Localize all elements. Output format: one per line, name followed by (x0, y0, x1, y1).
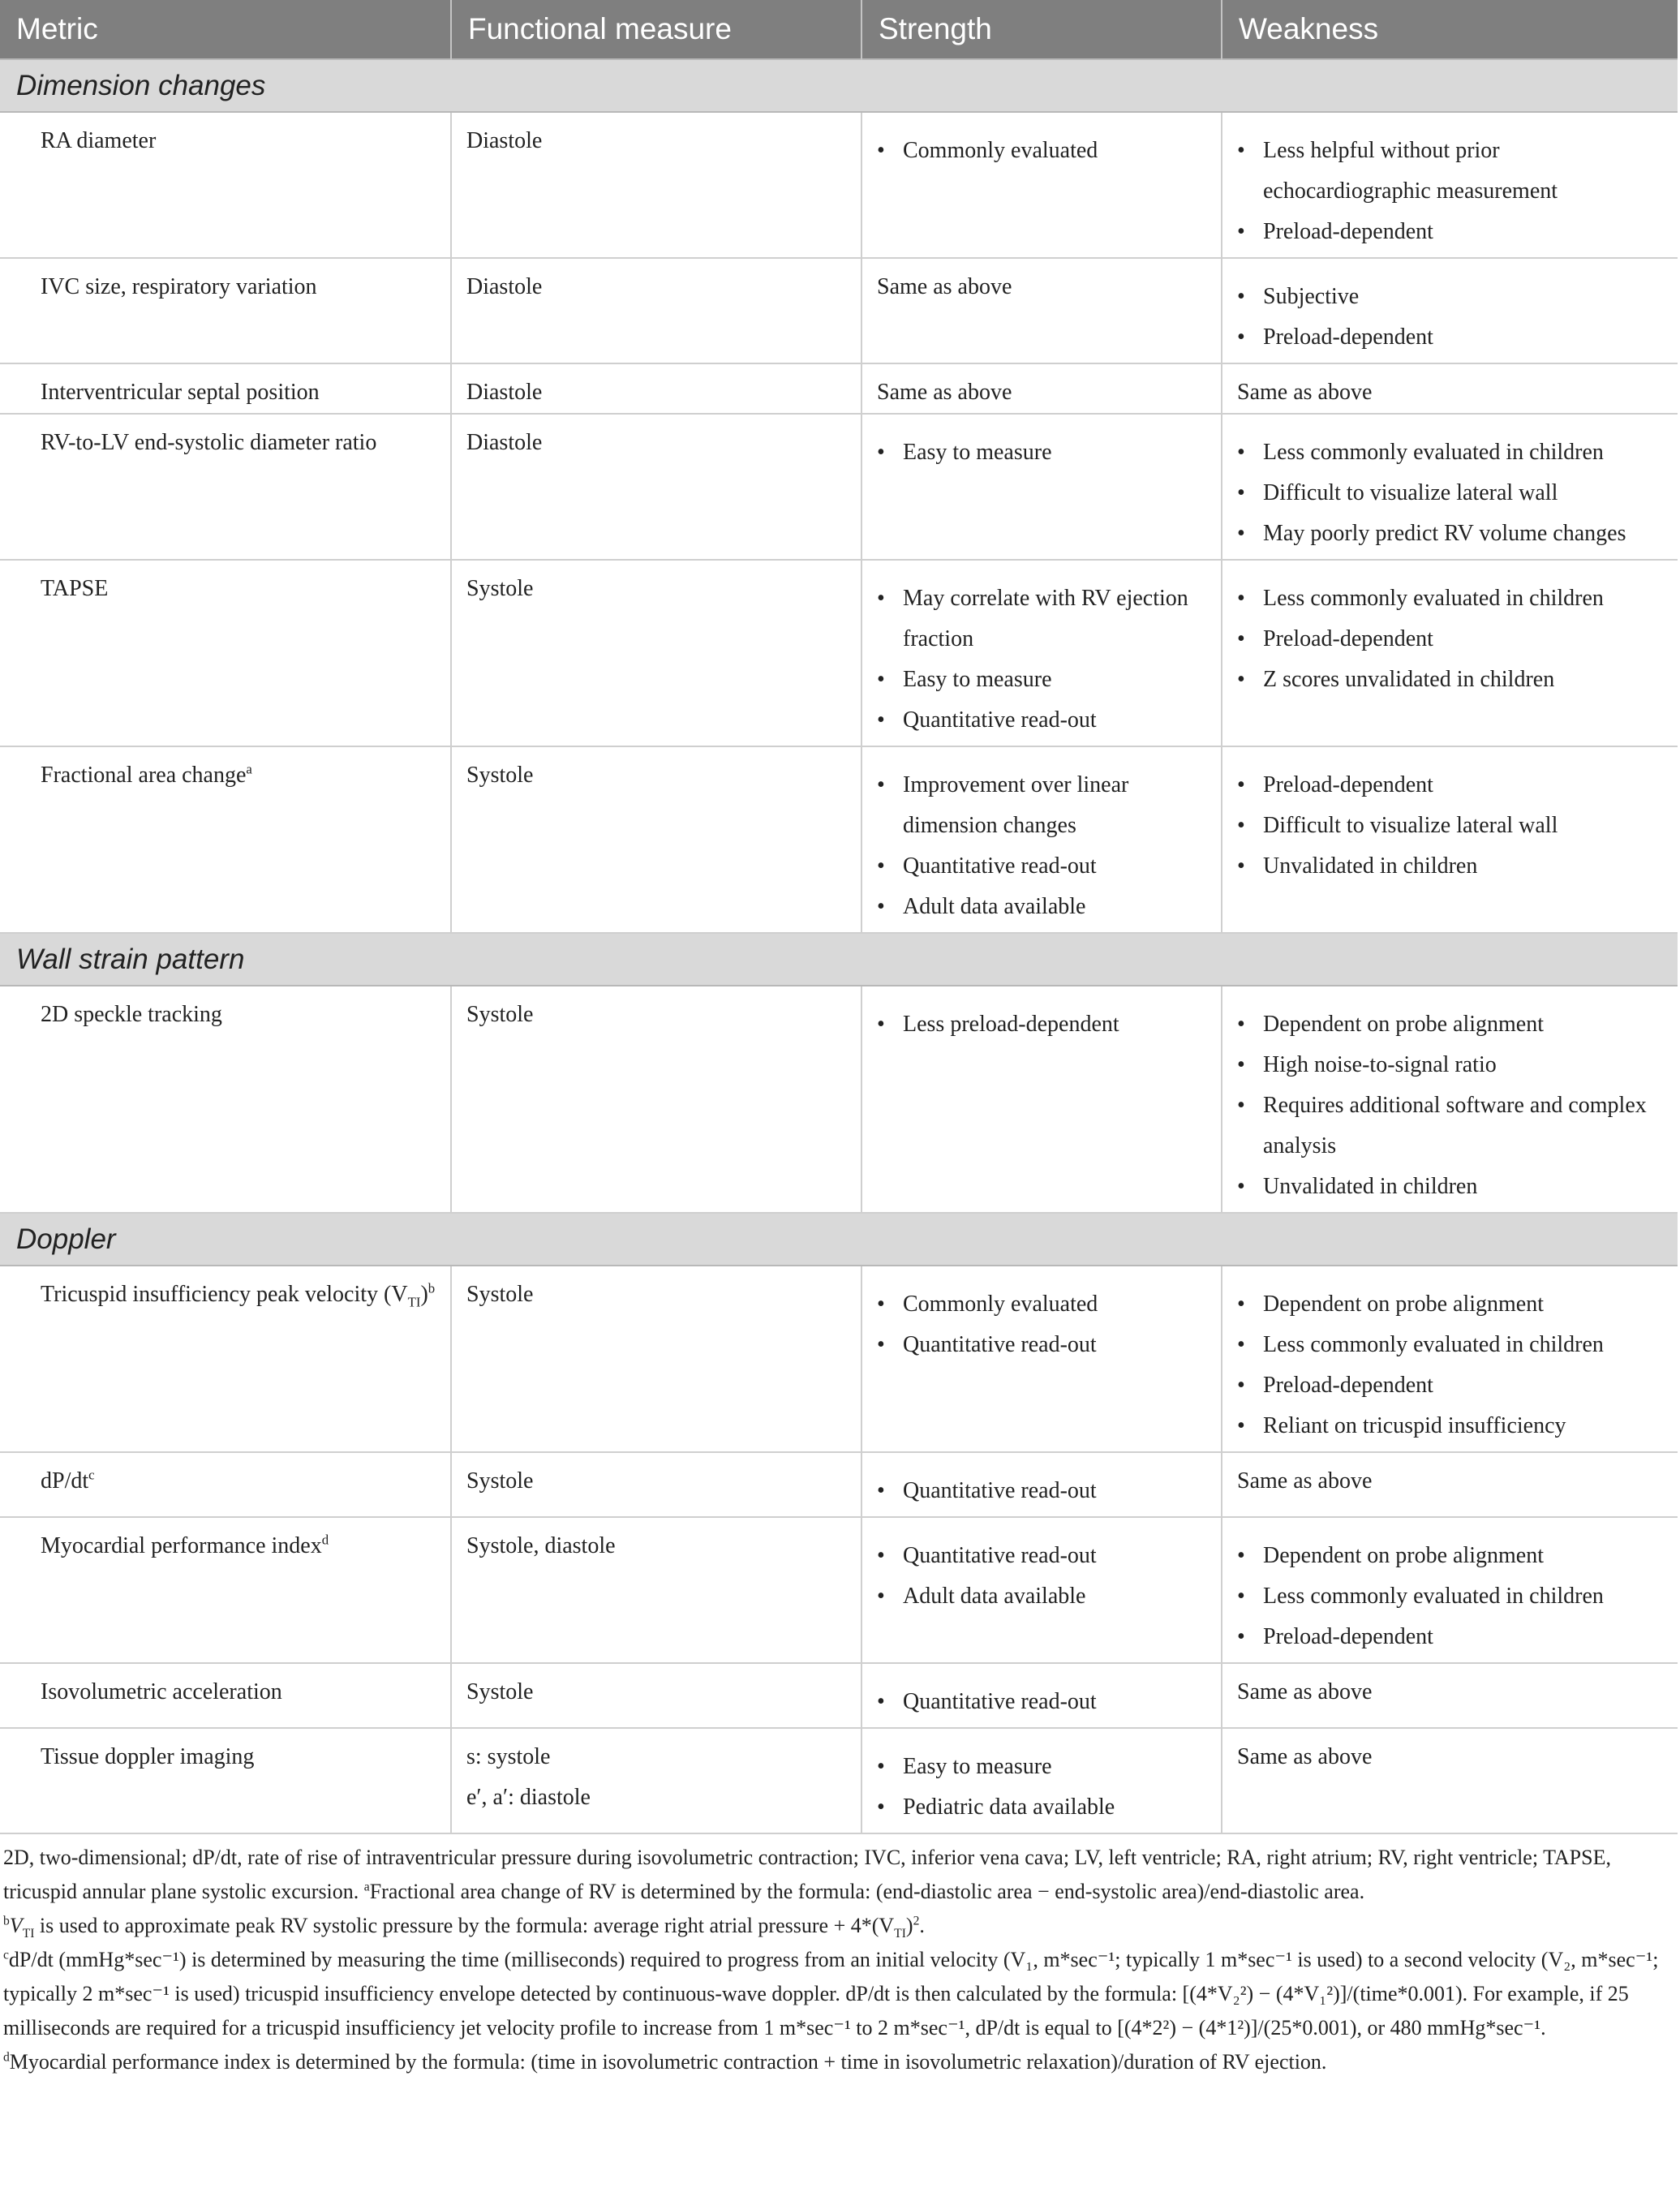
metric-cell (0, 986, 451, 1213)
footnote-a-text: Fractional area change of RV is determined by the formula: (end-diastolic area − end-systolic area)/end-diastolic area. (369, 1880, 1365, 1903)
functional-measure-cell (451, 986, 861, 1213)
measure-value: Diastole (466, 380, 543, 405)
table-row (0, 986, 1678, 1213)
footnote-b-sub2: TI (894, 1927, 906, 1941)
weakness-cell (1222, 1728, 1678, 1833)
measure-text (466, 747, 848, 796)
metric-name: Fractional area change (41, 763, 247, 788)
measure-value: Diastole (466, 274, 543, 299)
weakness-list (1237, 1518, 1665, 1662)
metric-text (41, 259, 437, 307)
table-row (0, 1728, 1678, 1833)
list-item: • Z scores unvalidated in children (1237, 660, 1665, 700)
footnote-b-sup: 2 (913, 1914, 920, 1928)
list-item: • Preload-dependent (1237, 1617, 1665, 1657)
section-title: Dimension changes (0, 59, 1678, 112)
metric-cell (0, 1728, 451, 1833)
list-item: • Easy to measure (877, 1747, 1208, 1787)
footnote-c-text: dP/dt (mmHg*sec⁻¹) is determined by measuring the time (milliseconds) required to progress from an initial velocity (V₁, m*sec⁻¹; typically 1 m*sec⁻¹ is used) to a second velocity (V₂, m*sec⁻¹; typically 2 m*sec⁻¹ is used) tricuspid insufficiency envelope detected by continuous-wave doppler. dP/dt is then calculated by the formula: [(4*V₂²) − (4*V₁²)]/(time*0.001). For example, if 25 milliseconds are required for a tricuspid insufficiency jet velocity profile to increase from 1 m*sec⁻¹ to 2 m*sec⁻¹, dP/dt is equal to [(4*2²) − (4*1²)]/(25*0.001), or 480 mmHg*sec⁻¹. (3, 1948, 1659, 2040)
metric-cell (0, 1517, 451, 1663)
metric-text (41, 113, 437, 161)
footnote-d-text: Myocardial performance index is determined by the formula: (time in isovolumetric contraction + time in isovolumetric relaxation)/duration of RV ejection. (9, 2050, 1327, 2074)
measure-value: Systole (466, 1002, 534, 1027)
column-header-weakness: Weakness (1222, 0, 1678, 59)
metric-name: dP/dt (41, 1468, 89, 1494)
footnote-c: $^c$dP/dt (mmHg*sec⁻¹) is determined by measuring the time (milliseconds) required to progress from an initial velocity (V₁, m*sec⁻¹; typically 1 m*sec⁻¹ is used) to a second velocity (V₂, m*sec⁻¹; typically 2 m*sec⁻¹ is used) tricuspid insufficiency envelope detected by continuous-wave doppler. dP/dt is then calculated by the formula: [(4*V₂²) − (4*V₁²)]/(time*0.001). For example, if 25 milliseconds are required for a tricuspid insufficiency jet velocity profile to increase from 1 m*sec⁻¹ to 2 m*sec⁻¹, dP/dt is equal to [(4*2²) − (4*1²)]/(25*0.001), or 480 mmHg*sec⁻¹. (3, 1948, 1659, 2040)
weakness-cell (1222, 746, 1678, 933)
list-item: • Less commonly evaluated in children (1237, 1325, 1665, 1365)
metric-subscript: TI (407, 1294, 421, 1310)
weakness-cell (1222, 1266, 1678, 1452)
strength-cell (861, 560, 1222, 746)
table-row (0, 1517, 1678, 1663)
strength-cell (861, 1663, 1222, 1728)
list-item: • Pediatric data available (877, 1787, 1208, 1828)
measure-text (466, 1518, 848, 1567)
table-footnotes (0, 1834, 1678, 2079)
weakness-cell (1222, 258, 1678, 363)
column-header-functional-measure: Functional measure (451, 0, 861, 59)
table-row (0, 414, 1678, 560)
footnote-b-text: is used to approximate peak RV systolic pressure by the formula: average right atrial pressure + 4*(V (34, 1914, 895, 1937)
metric-name: Isovolumetric acceleration (41, 1679, 282, 1704)
metric-cell (0, 363, 451, 414)
footnote-abbreviations: 2D, two-dimensional; dP/dt, rate of rise of intraventricular pressure during isovolumetric contraction; IVC, inferior vena cava; LV, left ventricle; RA, right atrium; RV, right ventricle; TAPSE, tricuspid annular plane systolic excursion. $^a$Fractional area change of RV is determined by the formula: (end-diastolic area − end-systolic area)/end-diastolic area. (3, 1846, 1611, 1903)
list-item: • Preload-dependent (1237, 1365, 1665, 1406)
measure-text (466, 1664, 848, 1713)
functional-measure-cell (451, 414, 861, 560)
section-row (0, 59, 1678, 112)
list-item: • Preload-dependent (1237, 212, 1665, 252)
metric-name: Tricuspid insufficiency peak velocity (V (41, 1282, 408, 1307)
measure-text (466, 113, 848, 161)
measure-value: Systole (466, 1468, 534, 1494)
footnote-b-end: ) (905, 1914, 913, 1937)
strength-cell (861, 746, 1222, 933)
strength-cell (861, 1266, 1222, 1452)
functional-measure-cell (451, 1517, 861, 1663)
footnote-marker: d (321, 1532, 329, 1548)
functional-measure-cell (451, 363, 861, 414)
strength-list (877, 561, 1208, 746)
strength-cell (861, 1728, 1222, 1833)
metric-close: ) (420, 1282, 428, 1307)
measure-text (466, 259, 848, 307)
list-item: • Less commonly evaluated in children (1237, 1576, 1665, 1617)
functional-measure-cell (451, 1663, 861, 1728)
footnote-marker: b (428, 1280, 436, 1296)
metric-cell (0, 1266, 451, 1452)
metric-text (41, 415, 437, 463)
measure-text (466, 1729, 848, 1818)
measure-text (466, 415, 848, 463)
metric-name: TAPSE (41, 576, 109, 601)
metric-cell (0, 258, 451, 363)
header-row (0, 0, 1678, 59)
metric-cell (0, 1663, 451, 1728)
table-row (0, 746, 1678, 933)
measure-value: Systole (466, 1679, 534, 1704)
measure-value: Systole (466, 763, 534, 788)
table-row (0, 112, 1678, 258)
metric-name: RV-to-LV end-systolic diameter ratio (41, 430, 377, 455)
list-item: • Less commonly evaluated in children (1237, 432, 1665, 473)
measure-line: e′, a′: diastole (466, 1785, 591, 1810)
metric-cell (0, 112, 451, 258)
measure-text (466, 561, 848, 609)
list-item: • Preload-dependent (1237, 765, 1665, 806)
list-item: • High noise-to-signal ratio (1237, 1045, 1665, 1085)
list-item: • Easy to measure (877, 660, 1208, 700)
footnote-marker: c (88, 1467, 95, 1483)
weakness-text: Same as above (1237, 1468, 1373, 1494)
functional-measure-cell (451, 560, 861, 746)
strength-cell (861, 258, 1222, 363)
list-item: • Subjective (1237, 277, 1665, 317)
metric-cell (0, 560, 451, 746)
functional-measure-cell (451, 1266, 861, 1452)
list-item: • Commonly evaluated (877, 131, 1208, 171)
strength-list (877, 1664, 1208, 1727)
weakness-list (1237, 259, 1665, 363)
measure-value: Systole (466, 576, 534, 601)
list-item: • Quantitative read-out (877, 1536, 1208, 1576)
functional-measure-cell (451, 1452, 861, 1517)
strength-cell (861, 363, 1222, 414)
list-item: • Reliant on tricuspid insufficiency (1237, 1406, 1665, 1446)
metric-text (41, 1664, 437, 1713)
metric-text (41, 1729, 437, 1777)
list-item: • Dependent on probe alignment (1237, 1284, 1665, 1325)
measure-value: Diastole (466, 430, 543, 455)
weakness-list (1237, 986, 1665, 1212)
table-row (0, 363, 1678, 414)
list-item: • Less preload-dependent (877, 1004, 1208, 1045)
weakness-text: Same as above (1237, 1679, 1373, 1704)
table-row (0, 258, 1678, 363)
weakness-cell (1222, 1452, 1678, 1517)
metric-text (41, 747, 437, 796)
strength-list (877, 986, 1208, 1050)
list-item: • Quantitative read-out (877, 1682, 1208, 1722)
weakness-list (1237, 561, 1665, 705)
list-item: • Improvement over linear dimension changes (877, 765, 1208, 846)
list-item: • Difficult to visualize lateral wall (1237, 473, 1665, 514)
metric-cell (0, 1452, 451, 1517)
weakness-list (1237, 747, 1665, 892)
functional-measure-cell (451, 258, 861, 363)
metric-text (41, 1266, 437, 1315)
weakness-list (1237, 415, 1665, 559)
list-item: • Dependent on probe alignment (1237, 1536, 1665, 1576)
metric-name: Tissue doppler imaging (41, 1744, 255, 1769)
strength-list (877, 1729, 1208, 1833)
weakness-cell (1222, 1663, 1678, 1728)
measure-line: s: systole (466, 1744, 551, 1769)
list-item: • Commonly evaluated (877, 1284, 1208, 1325)
weakness-text: Same as above (1237, 1744, 1373, 1769)
list-item: • May poorly predict RV volume changes (1237, 514, 1665, 554)
table-row (0, 1266, 1678, 1452)
section-title: Doppler (0, 1213, 1678, 1266)
section-row (0, 1213, 1678, 1266)
metric-cell (0, 414, 451, 560)
metric-name: 2D speckle tracking (41, 1002, 222, 1027)
measure-value: Diastole (466, 128, 543, 153)
list-item: • Quantitative read-out (877, 846, 1208, 887)
strength-cell (861, 1517, 1222, 1663)
weakness-cell (1222, 112, 1678, 258)
list-item: • Preload-dependent (1237, 619, 1665, 660)
weakness-cell (1222, 363, 1678, 414)
list-item: • May correlate with RV ejection fraction (877, 578, 1208, 660)
strength-text: Same as above (877, 274, 1012, 299)
metric-name: Interventricular septal position (41, 380, 320, 405)
table-row (0, 1663, 1678, 1728)
table-body (0, 59, 1678, 1833)
strength-list (877, 1453, 1208, 1516)
measure-text (466, 1266, 848, 1315)
metric-name: Myocardial performance index (41, 1533, 322, 1558)
strength-list (877, 747, 1208, 932)
section-row (0, 933, 1678, 986)
strength-text: Same as above (877, 380, 1012, 405)
list-item: • Adult data available (877, 887, 1208, 927)
weakness-cell (1222, 414, 1678, 560)
measure-value: Systole (466, 1282, 534, 1307)
metric-text (41, 986, 437, 1035)
strength-list (877, 415, 1208, 478)
table-row (0, 560, 1678, 746)
table-row (0, 1452, 1678, 1517)
list-item: • Unvalidated in children (1237, 1167, 1665, 1207)
metric-text (41, 561, 437, 609)
strength-cell (861, 1452, 1222, 1517)
footnote-b-sub: TI (22, 1927, 35, 1941)
weakness-list (1237, 113, 1665, 257)
list-item: • Quantitative read-out (877, 1325, 1208, 1365)
strength-list (877, 113, 1208, 176)
footnote-abbrev-text: 2D, two-dimensional; dP/dt, rate of rise of intraventricular pressure during isovolumetric contraction; IVC, inferior vena cava; LV, left ventricle; RA, right atrium; RV, right ventricle; TAPSE, tricuspid annular plane systolic excursion. (3, 1846, 1611, 1903)
metric-cell (0, 746, 451, 933)
strength-cell (861, 112, 1222, 258)
list-item: • Quantitative read-out (877, 1471, 1208, 1511)
measure-text (466, 364, 848, 413)
strength-cell (861, 414, 1222, 560)
metric-name: IVC size, respiratory variation (41, 274, 317, 299)
list-item: • Difficult to visualize lateral wall (1237, 806, 1665, 846)
metric-text (41, 1453, 437, 1502)
weakness-text: Same as above (1237, 380, 1373, 405)
weakness-cell (1222, 986, 1678, 1213)
footnote-b: $^bV_{TI}$ is used to approximate peak RV systolic pressure by the formula: average right atrial pressure + $4*(V_{TI})^2$. (3, 1914, 925, 1941)
functional-measure-cell (451, 746, 861, 933)
measure-value: Systole, diastole (466, 1533, 616, 1558)
weakness-cell (1222, 1517, 1678, 1663)
strength-cell (861, 986, 1222, 1213)
weakness-cell (1222, 560, 1678, 746)
weakness-list (1237, 1266, 1665, 1451)
functional-measure-cell (451, 112, 861, 258)
footnote-d: $^d$Myocardial performance index is determined by the formula: (time in isovolumetric contraction + time in isovolumetric relaxation)/duration of RV ejection. (3, 2050, 1327, 2074)
footnote-b-var: V (9, 1914, 23, 1937)
list-item: • Dependent on probe alignment (1237, 1004, 1665, 1045)
list-item: • Less commonly evaluated in children (1237, 578, 1665, 619)
measure-text (466, 1453, 848, 1502)
list-item: • Requires additional software and complex analysis (1237, 1085, 1665, 1167)
list-item: • Easy to measure (877, 432, 1208, 473)
list-item: • Preload-dependent (1237, 317, 1665, 358)
column-header-strength: Strength (861, 0, 1222, 59)
column-header-metric: Metric (0, 0, 451, 59)
list-item: • Adult data available (877, 1576, 1208, 1617)
metric-text (41, 1518, 437, 1567)
metric-text (41, 364, 437, 413)
strength-list (877, 1266, 1208, 1370)
measure-text (466, 986, 848, 1035)
list-item: • Unvalidated in children (1237, 846, 1665, 887)
strength-list (877, 1518, 1208, 1622)
list-item: • Quantitative read-out (877, 700, 1208, 741)
section-title: Wall strain pattern (0, 933, 1678, 986)
footnote-marker: a (246, 761, 252, 777)
metric-name: RA diameter (41, 128, 157, 153)
list-item: • Less helpful without prior echocardiographic measurement (1237, 131, 1665, 212)
functional-measure-cell (451, 1728, 861, 1833)
